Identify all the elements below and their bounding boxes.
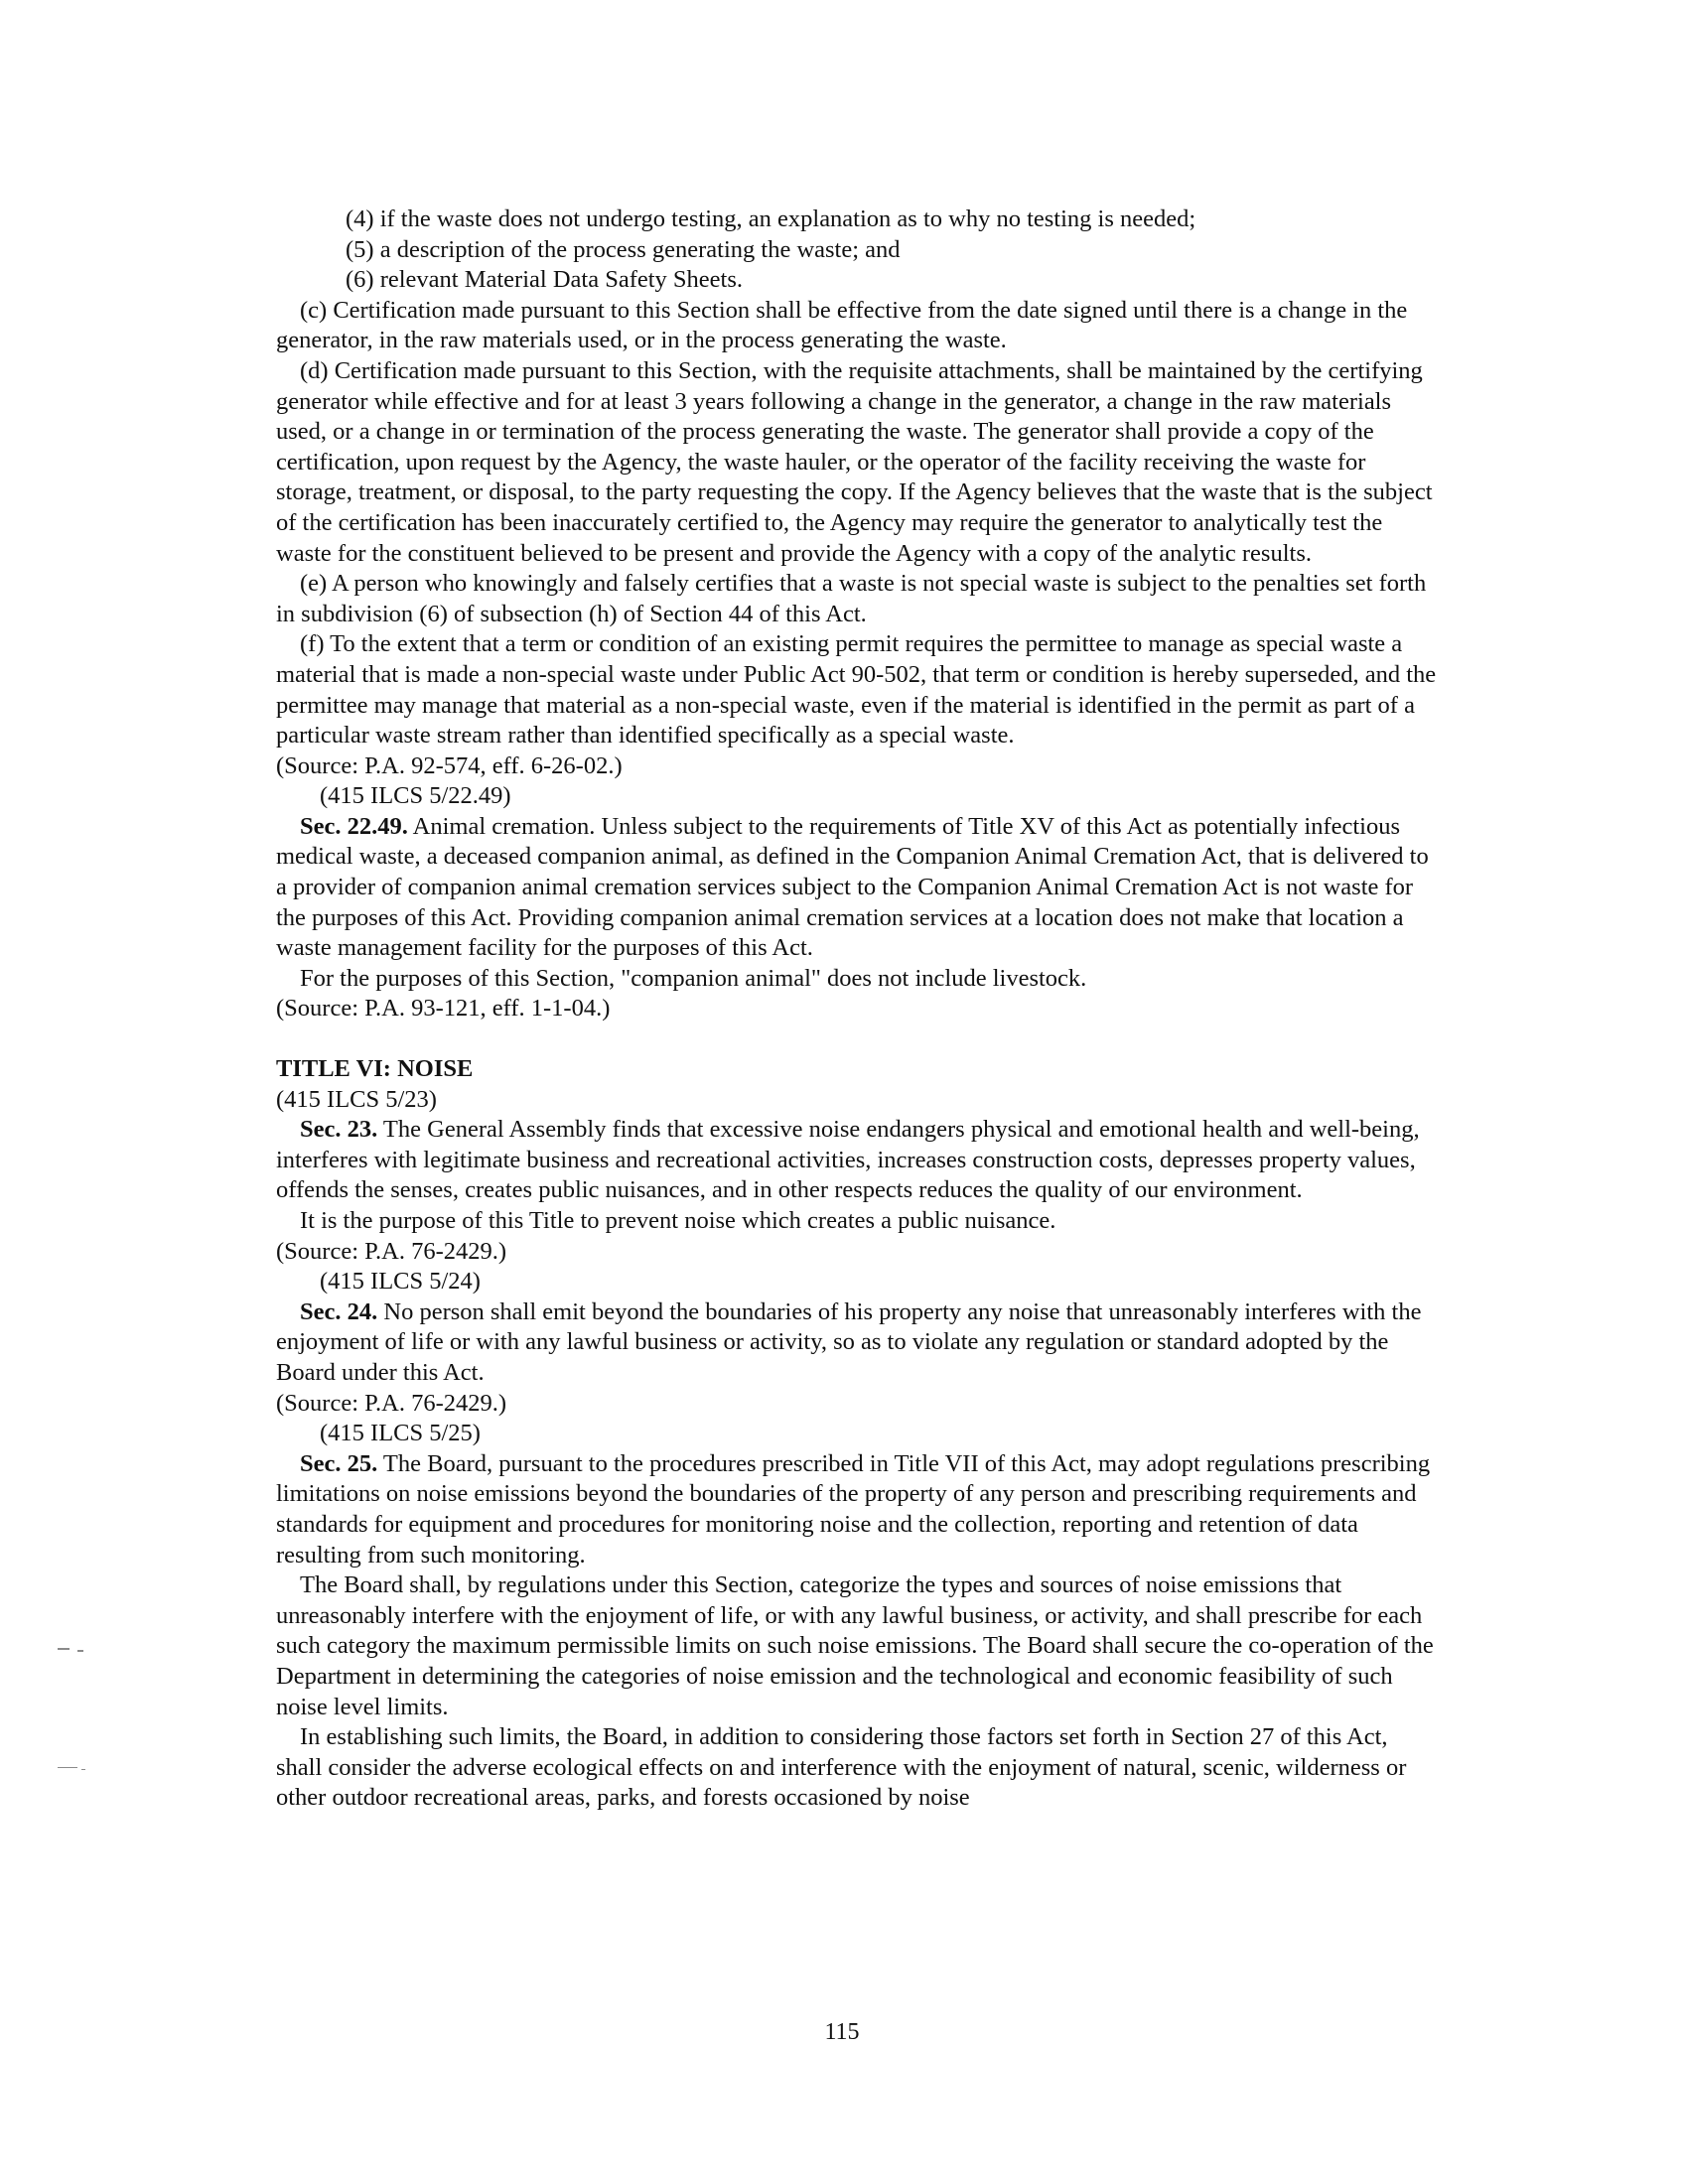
section-text: The Board, pursuant to the procedures prescribed in Title VII of this Act, may adopt regulations prescribing limitations on noise emissions beyond the boundaries of the property of any person and prescribing requirements and standards for equipment and procedures for monitoring noise and the collection, reporting and retention of data resulting from such monitoring. — [276, 1449, 1431, 1569]
section-25-paragraph: In establishing such limits, the Board, in addition to considering those factors set forth in Section 27 of this Act, shall consider the adverse ecological effects on and interference with the enjoyment of natural, scenic, wilderness or other outdoor recreational areas, parks, and forests occasioned by noise — [276, 1723, 1407, 1812]
page-body — [276, 205, 1438, 1814]
list-item: (4) if the waste does not undergo testing, an explanation as to why no testing is needed; — [346, 205, 1196, 232]
title-heading: TITLE VI: NOISE — [276, 1055, 474, 1083]
spacer — [276, 1024, 1438, 1054]
section-22-49-paragraph: For the purposes of this Section, "companion animal" does not include livestock. — [300, 964, 1087, 992]
source-note: (Source: P.A. 92-574, eff. 6-26-02.) — [276, 751, 623, 779]
section-25 — [276, 1449, 1438, 1570]
section-heading: Sec. 22.49. — [300, 812, 408, 840]
section-text: The General Assembly finds that excessive noise endangers physical and emotional health and well-being, interferes with legitimate business and recreational activities, increases construction costs, depresses property values, offends the senses, creates public nuisances, and in other respects reduces the quality of our environment. — [276, 1116, 1420, 1204]
ilcs-citation: (415 ILCS 5/24) — [320, 1268, 481, 1296]
section-text: No person shall emit beyond the boundaries of his property any noise that unreasonably interferes with the enjoyment of life or with any lawful business or activity, so as to violate any regulation or standard adopted by the Board under this Act. — [276, 1297, 1422, 1386]
ilcs-citation: (415 ILCS 5/25) — [320, 1420, 481, 1447]
scan-mark — [81, 1769, 85, 1770]
section-22-49 — [276, 812, 1438, 964]
paragraph-f: (f) To the extent that a term or condition of an existing permit requires the permittee to manage as special waste a material that is made a non-special waste under Public Act 90-502, that term or condition is hereby superseded, and the permittee may manage that material as a non-special waste, even if the material is identified in the permit as part of a particular waste stream rather than identified specifically as a special waste. — [276, 630, 1437, 750]
source-note: (Source: P.A. 76-2429.) — [276, 1389, 507, 1417]
section-23-paragraph: It is the purpose of this Title to prevent noise which creates a public nuisance. — [300, 1207, 1056, 1234]
section-heading: Sec. 24. — [300, 1297, 378, 1325]
ilcs-citation: (415 ILCS 5/22.49) — [320, 782, 511, 810]
scan-mark — [58, 1648, 70, 1650]
section-heading: Sec. 23. — [300, 1116, 378, 1144]
ilcs-citation: (415 ILCS 5/23) — [276, 1085, 437, 1113]
scan-mark — [58, 1767, 77, 1768]
source-note: (Source: P.A. 76-2429.) — [276, 1237, 507, 1265]
section-heading: Sec. 25. — [300, 1449, 378, 1477]
list-item: (5) a description of the process generating the waste; and — [346, 235, 901, 263]
page-number: 115 — [824, 2019, 860, 2045]
list-item: (6) relevant Material Data Safety Sheets. — [346, 266, 744, 294]
paragraph-e: (e) A person who knowingly and falsely certifies that a waste is not special waste is subject to the penalties set forth in subdivision (6) of subsection (h) of Section 44 of this Act. — [276, 570, 1427, 627]
section-24 — [276, 1297, 1438, 1389]
paragraph-c: (c) Certification made pursuant to this Section shall be effective from the date signed until there is a change in the generator, in the raw materials used, or in the process generating the waste. — [276, 296, 1408, 354]
source-note: (Source: P.A. 93-121, eff. 1-1-04.) — [276, 995, 611, 1023]
paragraph-d: (d) Certification made pursuant to this Section, with the requisite attachments, shall be maintained by the certifying generator while effective and for at least 3 years following a change in the generator, a change in the raw materials used, or a change in or termination of the process generating the waste. The generator shall provide a copy of the certification, upon request by the Agency, the waste hauler, or the operator of the facility receiving the waste for storage, treatment, or disposal, to the party requesting the copy. If the Agency believes that the waste that is the subject of the certification has been inaccurately certified to, the Agency may require the generator to analytically test the waste for the constituent believed to be present and provide the Agency with a copy of the analytic results. — [276, 356, 1433, 567]
scan-mark — [77, 1650, 83, 1652]
section-text: Animal cremation. Unless subject to the requirements of Title XV of this Act as potentially infectious medical waste, a deceased companion animal, as defined in the Companion Animal Cremation Act, that is delivered to a provider of companion animal cremation services subject to the Companion Animal Cremation Act is not waste for the purposes of this Act. Providing companion animal cremation services at a location does not make that location a waste management facility for the purposes of this Act. — [276, 812, 1429, 962]
section-23 — [276, 1115, 1438, 1206]
section-25-paragraph: The Board shall, by regulations under this Section, categorize the types and sources of noise emissions that unreasonably interfere with the enjoyment of life, or with any lawful business, or activity, and shall prescribe for each such category the maximum permissible limits on such noise emissions. The Board shall secure the co-operation of the Department in determining the categories of noise emission and the technological and economic feasibility of such noise level limits. — [276, 1571, 1434, 1720]
